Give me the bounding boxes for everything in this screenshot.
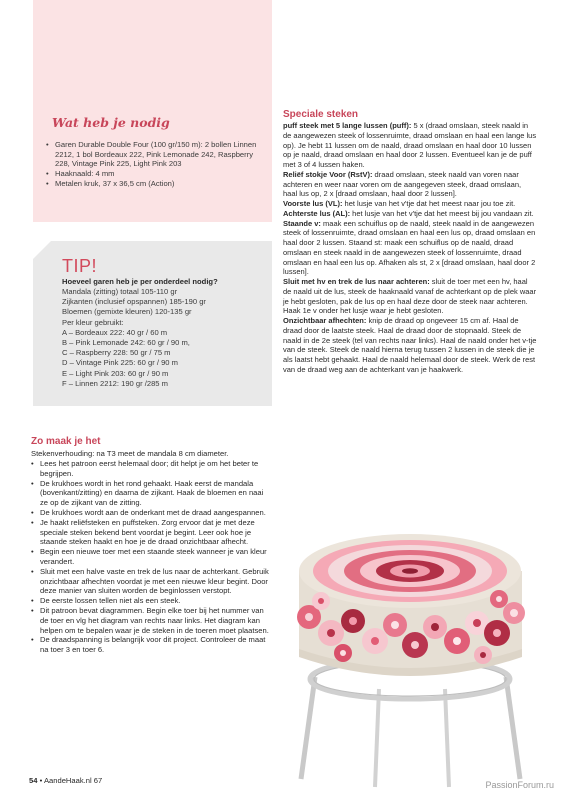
stitch-entry: [283, 199, 537, 209]
stitch-entry: [283, 277, 537, 316]
materials-list: [46, 140, 264, 189]
tip-line: Mandala (zitting) totaal 105-110 gr: [62, 287, 178, 296]
tip-line: D – Vintage Pink 225: 60 gr / 90 m: [62, 358, 178, 368]
tip-line: A – Bordeaux 222: 40 gr / 60 m: [62, 327, 168, 337]
instruction-item: • Je haakt reliëfsteken en puffsteken. Zorg ervoor dat je met deze speciale steken bekend bent voordat je begint. Leer ook hoe je staande steken haakt en hoe je de draad onzichtbaar afhecht.: [31, 518, 271, 547]
instruction-item: • Sluit met een halve vaste en trek de lus naar de achterkant. Gebruik onzichtbaar afhechten voordat je met een nieuwe kleur begint. Door deze manier van sluiten worden de beginlossen verstopt.: [31, 567, 271, 596]
stitch-term: Staande v:: [283, 218, 321, 228]
special-stitches-text: [283, 121, 537, 375]
tip-line: Bloemen (gemixte kleuren) 120-135 gr: [62, 307, 192, 317]
stitch-entry: [283, 209, 537, 219]
materials-item: • Haaknaald: 4 mm: [46, 169, 264, 179]
stitch-term: Onzichtbaar afhechten:: [283, 316, 367, 325]
instruction-item: • De krukhoes wordt in het rond gehaakt. Haak eerst de mandala (bovenkant/zitting) en daarna de zijkant. Haak de bloemen en naai ze op de zijkant van de zitting.: [31, 479, 271, 508]
stitch-entry: [283, 170, 537, 199]
footer-separator: •: [39, 776, 43, 785]
stitch-term: Sluit met hv en trek de lus naar achteren:: [283, 277, 430, 286]
materials-title: Wat heb je nodig: [52, 115, 170, 130]
gauge-text: Stekenverhouding: na T3 meet de mandala 8 cm diameter.: [31, 449, 229, 458]
special-stitches-title: Speciale steken: [283, 109, 359, 120]
stitch-description: sluit de toer met een hv, haal de naald uit de lus, steek de haaknaald vanaf de achterkant op de plek waar je hebt gesloten, pak de lus op en haal deze door de steek naar achteren. Haak 1e v onder het lusje waar je hebt gesloten.: [283, 277, 537, 316]
tip-lines: [62, 287, 206, 389]
page-footer: [29, 776, 102, 785]
stitch-description: 5 x (draad omslaan, steek naald in de aangewezen steek of lossenruimte, draad omslaan en haal een lange lus op). Je hebt 11 lussen om de naald, draad omslaan en haal door 10 lussen op je naald, draad omslaan en haal door 2 lussen. Eventueel kan je de puff met 3 of 4 lussen haken.: [283, 121, 537, 169]
stitch-term: Voorste lus (VL):: [283, 199, 343, 208]
magazine-name: AandeHaak.nl 67: [43, 776, 103, 785]
stitch-term: puff steek met 5 lange lussen (puff):: [283, 121, 412, 130]
page-number: 54: [29, 776, 38, 785]
instruction-item: • De eerste lossen tellen niet als een steek.: [31, 596, 271, 606]
instruction-item: • Begin een nieuwe toer met een staande steek wanneer je van kleur verandert.: [31, 547, 271, 567]
instructions-list: [31, 459, 271, 655]
tip-title: TIP!: [62, 256, 98, 276]
stitch-term: Achterste lus (AL):: [283, 208, 351, 218]
materials-box: [33, 0, 272, 222]
tip-line: Zijkanten (inclusief opspannen) 185-190 gr: [62, 297, 206, 307]
stitch-entry: [283, 316, 537, 375]
tip-line: Per kleur gebruikt:: [62, 317, 124, 327]
stool-frame: [301, 659, 520, 787]
tip-line: E – Light Pink 203: 60 gr / 90 m: [62, 368, 169, 378]
instructions-title: Zo maak je het: [31, 436, 101, 447]
stitch-term: Reliëf stokje Voor (RstV):: [283, 169, 373, 179]
tip-line: F – Linnen 2212: 190 gr /285 m: [62, 378, 168, 388]
instruction-item: • Dit patroon bevat diagrammen. Begin elke toer bij het nummer van de toer en vlg het diagram van rechts naar links. Het diagram kan helpen om te bepalen waar je de steken in de toeren moet plaatsen.: [31, 606, 271, 635]
instruction-item: • Lees het patroon eerst helemaal door; dit helpt je om het beter te begrijpen.: [31, 459, 271, 479]
stitch-description: knip de draad op ongeveer 15 cm af. Haal de draad door de laatste steek. Haal de draad door de stopnaald. Steek de naald in de 2e steek (tel van rechts naar links). Haal de naald onder het v-tje van de steek. Steek de naald hierna terug tussen 2 lussen in de steek die je als laatst hebt gehaakt. Haal de naald helemaal door de steek. Werk de rest van de draad weg aan de achterkant van je haakwerk.: [283, 316, 537, 374]
watermark: PassionForum.ru: [485, 780, 554, 790]
stitch-entry: [283, 219, 537, 278]
tip-line: C – Raspberry 228: 50 gr / 75 m: [62, 348, 171, 358]
tip-question: Hoeveel garen heb je per onderdeel nodig?: [62, 277, 218, 286]
instruction-item: • De krukhoes wordt aan de onderkant met de draad aangespannen.: [31, 508, 271, 518]
materials-item: • Garen Durable Double Four (100 gr/150 m): 2 bollen Linnen 2212, 1 bol Bordeaux 222, Pink Lemonade 242, Raspberry 228, Vintage Pink 225, Light Pink 203: [46, 140, 264, 169]
crochet-stool-photo: [287, 529, 534, 789]
materials-item: • Metalen kruk, 37 x 36,5 cm (Action): [46, 179, 264, 189]
stitch-description: het lusje van het v'tje dat het meest bij jou vandaan zit.: [350, 208, 534, 218]
stitch-description: het lusje van het v'tje dat het meest naar jou toe zit.: [342, 199, 516, 208]
instruction-item: • De draadspanning is belangrijk voor dit project. Controleer de maat na toer 3 en toer 6.: [31, 635, 271, 655]
tip-line: B – Pink Lemonade 242: 60 gr / 90 m,: [62, 338, 190, 348]
stitch-description: draad omslaan, steek naald van voren naar achteren en weer naar voren om de aangegeven steek, draad omslaan, haal lus op, 2 x [draad omslaan, haal door 2 lussen].: [283, 169, 522, 199]
stitch-entry: [283, 121, 537, 170]
stitch-description: maak een schuiflus op de naald, steek naald in de aangewezen steek of lossenruimte, draad omslaan en haal een lus op, draad omslaan en haal door 2 lussen. Staand st: maak een schuiflus op de naald, draad omslaan en steek naald in de aangewezen steek of lossenruimte, draad omslaan en haal een lus op. Afhaken als st, 2 x [draad omslaan, haal door 2 lussen].: [283, 218, 536, 277]
